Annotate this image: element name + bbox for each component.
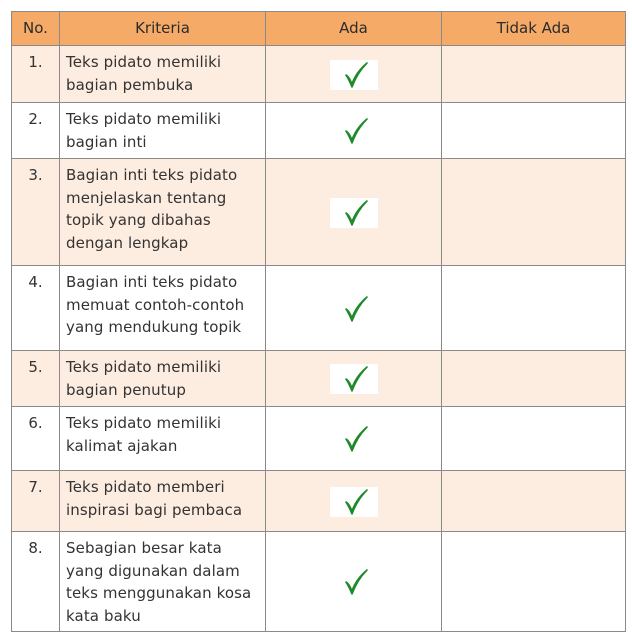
table-row	[12, 103, 626, 159]
row-kriteria: Teks pidato memberi inspirasi bagi pembaca	[60, 471, 266, 532]
table-row	[12, 159, 626, 266]
check-icon	[330, 364, 378, 394]
row-tidak-ada-cell	[442, 159, 626, 266]
row-ada-cell	[266, 46, 442, 103]
row-kriteria: Teks pidato memiliki bagian pembuka	[60, 46, 266, 103]
check-icon	[330, 198, 378, 228]
criteria-table	[11, 11, 626, 632]
table-row	[12, 407, 626, 471]
row-kriteria: Sebagian besar kata yang digunakan dalam teks menggunakan kosa kata baku	[60, 532, 266, 632]
row-ada-cell	[266, 532, 442, 632]
row-tidak-ada-cell	[442, 407, 626, 471]
row-tidak-ada-cell	[442, 532, 626, 632]
row-tidak-ada-cell	[442, 46, 626, 103]
row-kriteria: Teks pidato memiliki kalimat ajakan	[60, 407, 266, 471]
header-kriteria: Kriteria	[60, 12, 266, 46]
row-number: 2.	[12, 103, 60, 159]
table-row	[12, 471, 626, 532]
check-icon	[330, 116, 378, 146]
row-ada-cell	[266, 266, 442, 351]
row-ada-cell	[266, 407, 442, 471]
row-tidak-ada-cell	[442, 266, 626, 351]
header-tidak-ada: Tidak Ada	[442, 12, 626, 46]
row-number: 5.	[12, 351, 60, 407]
check-icon	[330, 424, 378, 454]
row-kriteria: Teks pidato memiliki bagian inti	[60, 103, 266, 159]
row-kriteria: Bagian inti teks pidato memuat contoh-contoh yang mendukung topik	[60, 266, 266, 351]
row-number: 8.	[12, 532, 60, 632]
row-number: 4.	[12, 266, 60, 351]
table-row	[12, 532, 626, 632]
row-ada-cell	[266, 103, 442, 159]
row-number: 1.	[12, 46, 60, 103]
table-row	[12, 351, 626, 407]
row-tidak-ada-cell	[442, 103, 626, 159]
table-row	[12, 46, 626, 103]
check-icon	[330, 567, 378, 597]
row-ada-cell	[266, 351, 442, 407]
header-ada: Ada	[266, 12, 442, 46]
check-icon	[330, 294, 378, 324]
row-ada-cell	[266, 159, 442, 266]
table-header-row	[12, 12, 626, 46]
row-number: 6.	[12, 407, 60, 471]
row-tidak-ada-cell	[442, 351, 626, 407]
table-row	[12, 266, 626, 351]
row-ada-cell	[266, 471, 442, 532]
check-icon	[330, 60, 378, 90]
header-no: No.	[12, 12, 60, 46]
row-tidak-ada-cell	[442, 471, 626, 532]
row-kriteria: Teks pidato memiliki bagian penutup	[60, 351, 266, 407]
check-icon	[330, 487, 378, 517]
row-number: 3.	[12, 159, 60, 266]
row-number: 7.	[12, 471, 60, 532]
criteria-table-container	[11, 11, 626, 632]
row-kriteria: Bagian inti teks pidato menjelaskan tentang topik yang dibahas dengan lengkap	[60, 159, 266, 266]
